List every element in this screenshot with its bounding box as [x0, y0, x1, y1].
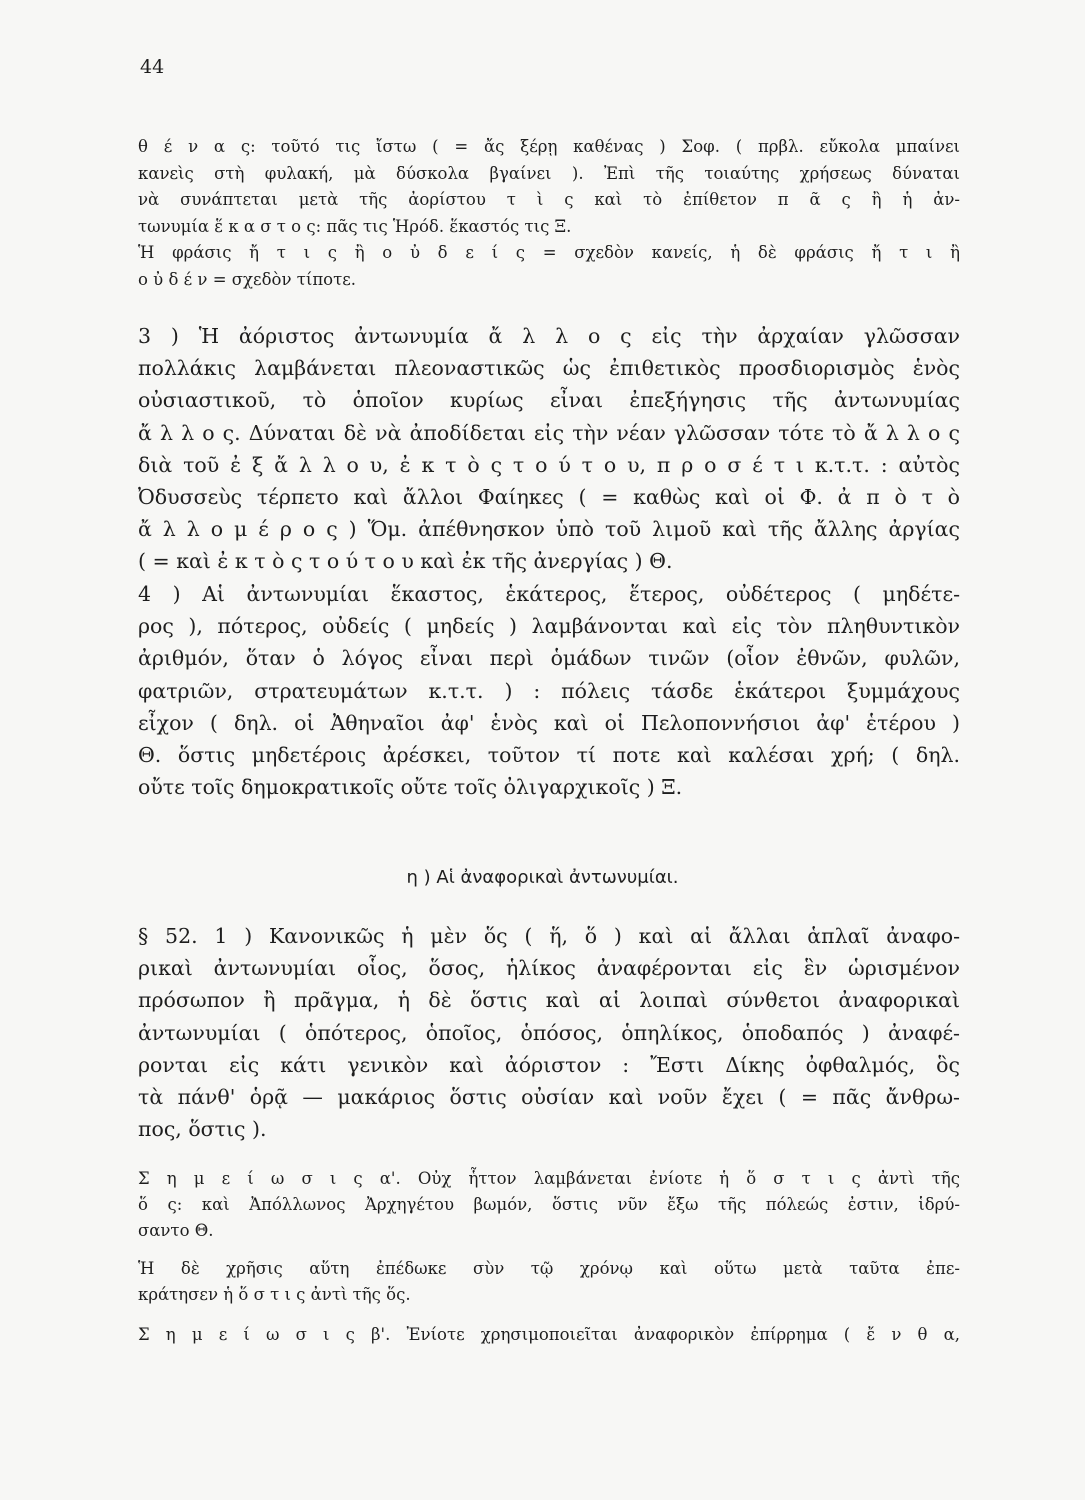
text-line: ( = καὶ ἐ κ τ ὸ ς τ ο ύ τ ο υ καὶ ἐκ τῆς ἀνεργίας ) Θ.	[138, 549, 673, 574]
text-line: νὰ συνάπτεται μετὰ τῆς ἀορίστου τ ὶ ς καὶ τὸ ἐπίθετον π ᾶ ς ἢ ἡ ἀν-	[138, 190, 960, 209]
text-line: κράτησεν ἡ ὅ σ τ ι ς ἀντὶ τῆς ὅς.	[138, 1285, 411, 1304]
paragraph-2	[138, 320, 960, 578]
text-line: ἀριθμόν, ὅταν ὁ λόγος εἶναι περὶ ὁμάδων τινῶν (οἷον ἐθνῶν, φυλῶν,	[138, 646, 960, 671]
text-line: ἄ λ λ ο μ έ ρ ο ς ) Ὅμ. ἀπέθνησκον ὑπὸ τοῦ λιμοῦ καὶ τῆς ἄλλης ἀργίας	[138, 517, 960, 542]
text-line: ρος ), πότερος, οὐδείς ( μηδείς ) λαμβάνονται καὶ εἰς τὸν πληθυντικὸν	[138, 614, 960, 639]
text-line: πολλάκις λαμβάνεται πλεοναστικῶς ὡς ἐπιθετικὸς προσδιορισμὸς ἑνὸς	[138, 356, 960, 381]
text-line: πος, ὅστις ).	[138, 1117, 267, 1142]
text-line: διὰ τοῦ ἐ ξ ἄ λ λ ο υ, ἐ κ τ ὸ ς τ ο ύ τ ο υ, π ρ ο σ έ τ ι κ.τ.τ. : αὐτὸς	[138, 452, 960, 477]
note-a-continuation	[138, 1256, 960, 1308]
text-line: ρικαὶ ἀντωνυμίαι οἷος, ὅσος, ἡλίκος ἀναφέρονται εἰς ἓν ὡρισμένον	[138, 956, 960, 981]
text-line: ἀντωνυμίαι ( ὁπότερος, ὁποῖος, ὁπόσος, ὁπηλίκος, ὁποδαπός ) ἀναφέ-	[138, 1020, 960, 1045]
note-a	[138, 1166, 960, 1244]
text-line: κανεὶς στὴ φυλακή, μὰ δύσκολα βγαίνει ). Ἐπὶ τῆς τοιαύτης χρήσεως δύναται	[138, 163, 960, 183]
text-line: Ἡ δὲ χρῆσις αὕτη ἐπέδωκε σὺν τῷ χρόνῳ καὶ οὕτω μετὰ ταῦτα ἐπε-	[138, 1259, 960, 1278]
text-line: ο ὐ δ έ ν = σχεδὸν τίποτε.	[138, 269, 357, 289]
text-line: σαντο Θ.	[138, 1221, 214, 1240]
text-line: οὔτε τοῖς δημοκρατικοῖς οὔτε τοῖς ὀλιγαρχικοῖς ) Ξ.	[138, 775, 683, 800]
text-line: τωνυμία ἕ κ α σ τ ο ς: πᾶς τις Ἡρόδ. ἕκαστός τις Ξ.	[138, 216, 572, 236]
text-line: φατριῶν, στρατευμάτων κ.τ.τ. ) : πόλεις τάσδε ἑκάτεροι ξυμμάχους	[138, 678, 960, 703]
text-line: οὐσιαστικοῦ, τὸ ὁποῖον κυρίως εἶναι ἐπεξήγησις τῆς ἀντωνυμίας	[138, 388, 960, 413]
note-b	[138, 1322, 960, 1348]
text-line: ρονται εἰς κάτι γενικὸν καὶ ἀόριστον : Ἔστι Δίκης ὀφθαλμός, ὃς	[138, 1052, 960, 1077]
text-line: Σ η μ ε ί ω σ ι ς β'. Ἐνίοτε χρησιμοποιεῖται ἀναφορικὸν ἐπίρρημα ( ἔ ν θ α,	[138, 1325, 960, 1344]
text-line: 4 ) Αἱ ἀντωνυμίαι ἕκαστος, ἑκάτερος, ἕτερος, οὐδέτερος ( μηδέτε-	[138, 582, 960, 606]
text-line: ὅ ς: καὶ Ἀπόλλωνος Ἀρχηγέτου βωμόν, ὅστις νῦν ἔξω τῆς πόλεώς ἐστιν, ἱδρύ-	[138, 1195, 960, 1214]
text-line: Ἡ φράσις ἤ τ ι ς ἢ ο ὐ δ ε ί ς = σχεδὸν κανείς, ἡ δὲ φράσις ἤ τ ι ἢ	[138, 243, 960, 262]
text-line: 3 ) Ἡ ἀόριστος ἀντωνυμία ἄ λ λ ο ς εἰς τὴν ἀρχαίαν γλῶσσαν	[138, 324, 960, 348]
section-heading: η ) Αἱ ἀναφορικαὶ ἀντωνυμίαι.	[406, 867, 679, 888]
paragraph-4	[138, 920, 960, 1145]
text-line: § 52. 1 ) Κανονικῶς ἡ μὲν ὅς ( ἥ, ὅ ) καὶ αἱ ἄλλαι ἁπλαῖ ἀναφο-	[138, 924, 960, 948]
paragraph-1	[138, 134, 960, 293]
page-number: 44	[140, 56, 165, 78]
text-line: Ὀδυσσεὺς τέρπετο καὶ ἄλλοι Φαίηκες ( = καθὼς καὶ οἱ Φ. ἀ π ὸ τ ὸ	[138, 485, 960, 510]
text-line: πρόσωπον ἢ πρᾶγμα, ἡ δὲ ὅστις καὶ αἱ λοιπαὶ σύνθετοι ἀναφορικαὶ	[138, 988, 960, 1013]
paragraph-3	[138, 578, 960, 803]
text-line: ἄ λ λ ο ς. Δύναται δὲ νὰ ἀποδίδεται εἰς τὴν νέαν γλῶσσαν τότε τὸ ἄ λ λ ο ς	[138, 420, 960, 445]
text-line: θ έ ν α ς: τοῦτό τις ἴστω ( = ἄς ξέρῃ καθένας ) Σοφ. ( πρβλ. εὔκολα μπαίνει	[138, 137, 960, 156]
text-line: τὰ πάνθ' ὁρᾷ — μακάριος ὅστις οὐσίαν καὶ νοῦν ἔχει ( = πᾶς ἄνθρω-	[138, 1085, 960, 1110]
text-line: εἶχον ( δηλ. οἱ Ἀθηναῖοι ἀφ' ἑνὸς καὶ οἱ Πελοποννήσιοι ἀφ' ἑτέρου )	[138, 710, 960, 735]
text-line: Σ η μ ε ί ω σ ι ς α'. Οὐχ ἧττον λαμβάνεται ἐνίοτε ἡ ὅ σ τ ι ς ἀντὶ τῆς	[138, 1169, 960, 1188]
text-line: Θ. ὅστις μηδετέροις ἀρέσκει, τοῦτον τί ποτε καὶ καλέσαι χρή; ( δηλ.	[138, 743, 960, 768]
